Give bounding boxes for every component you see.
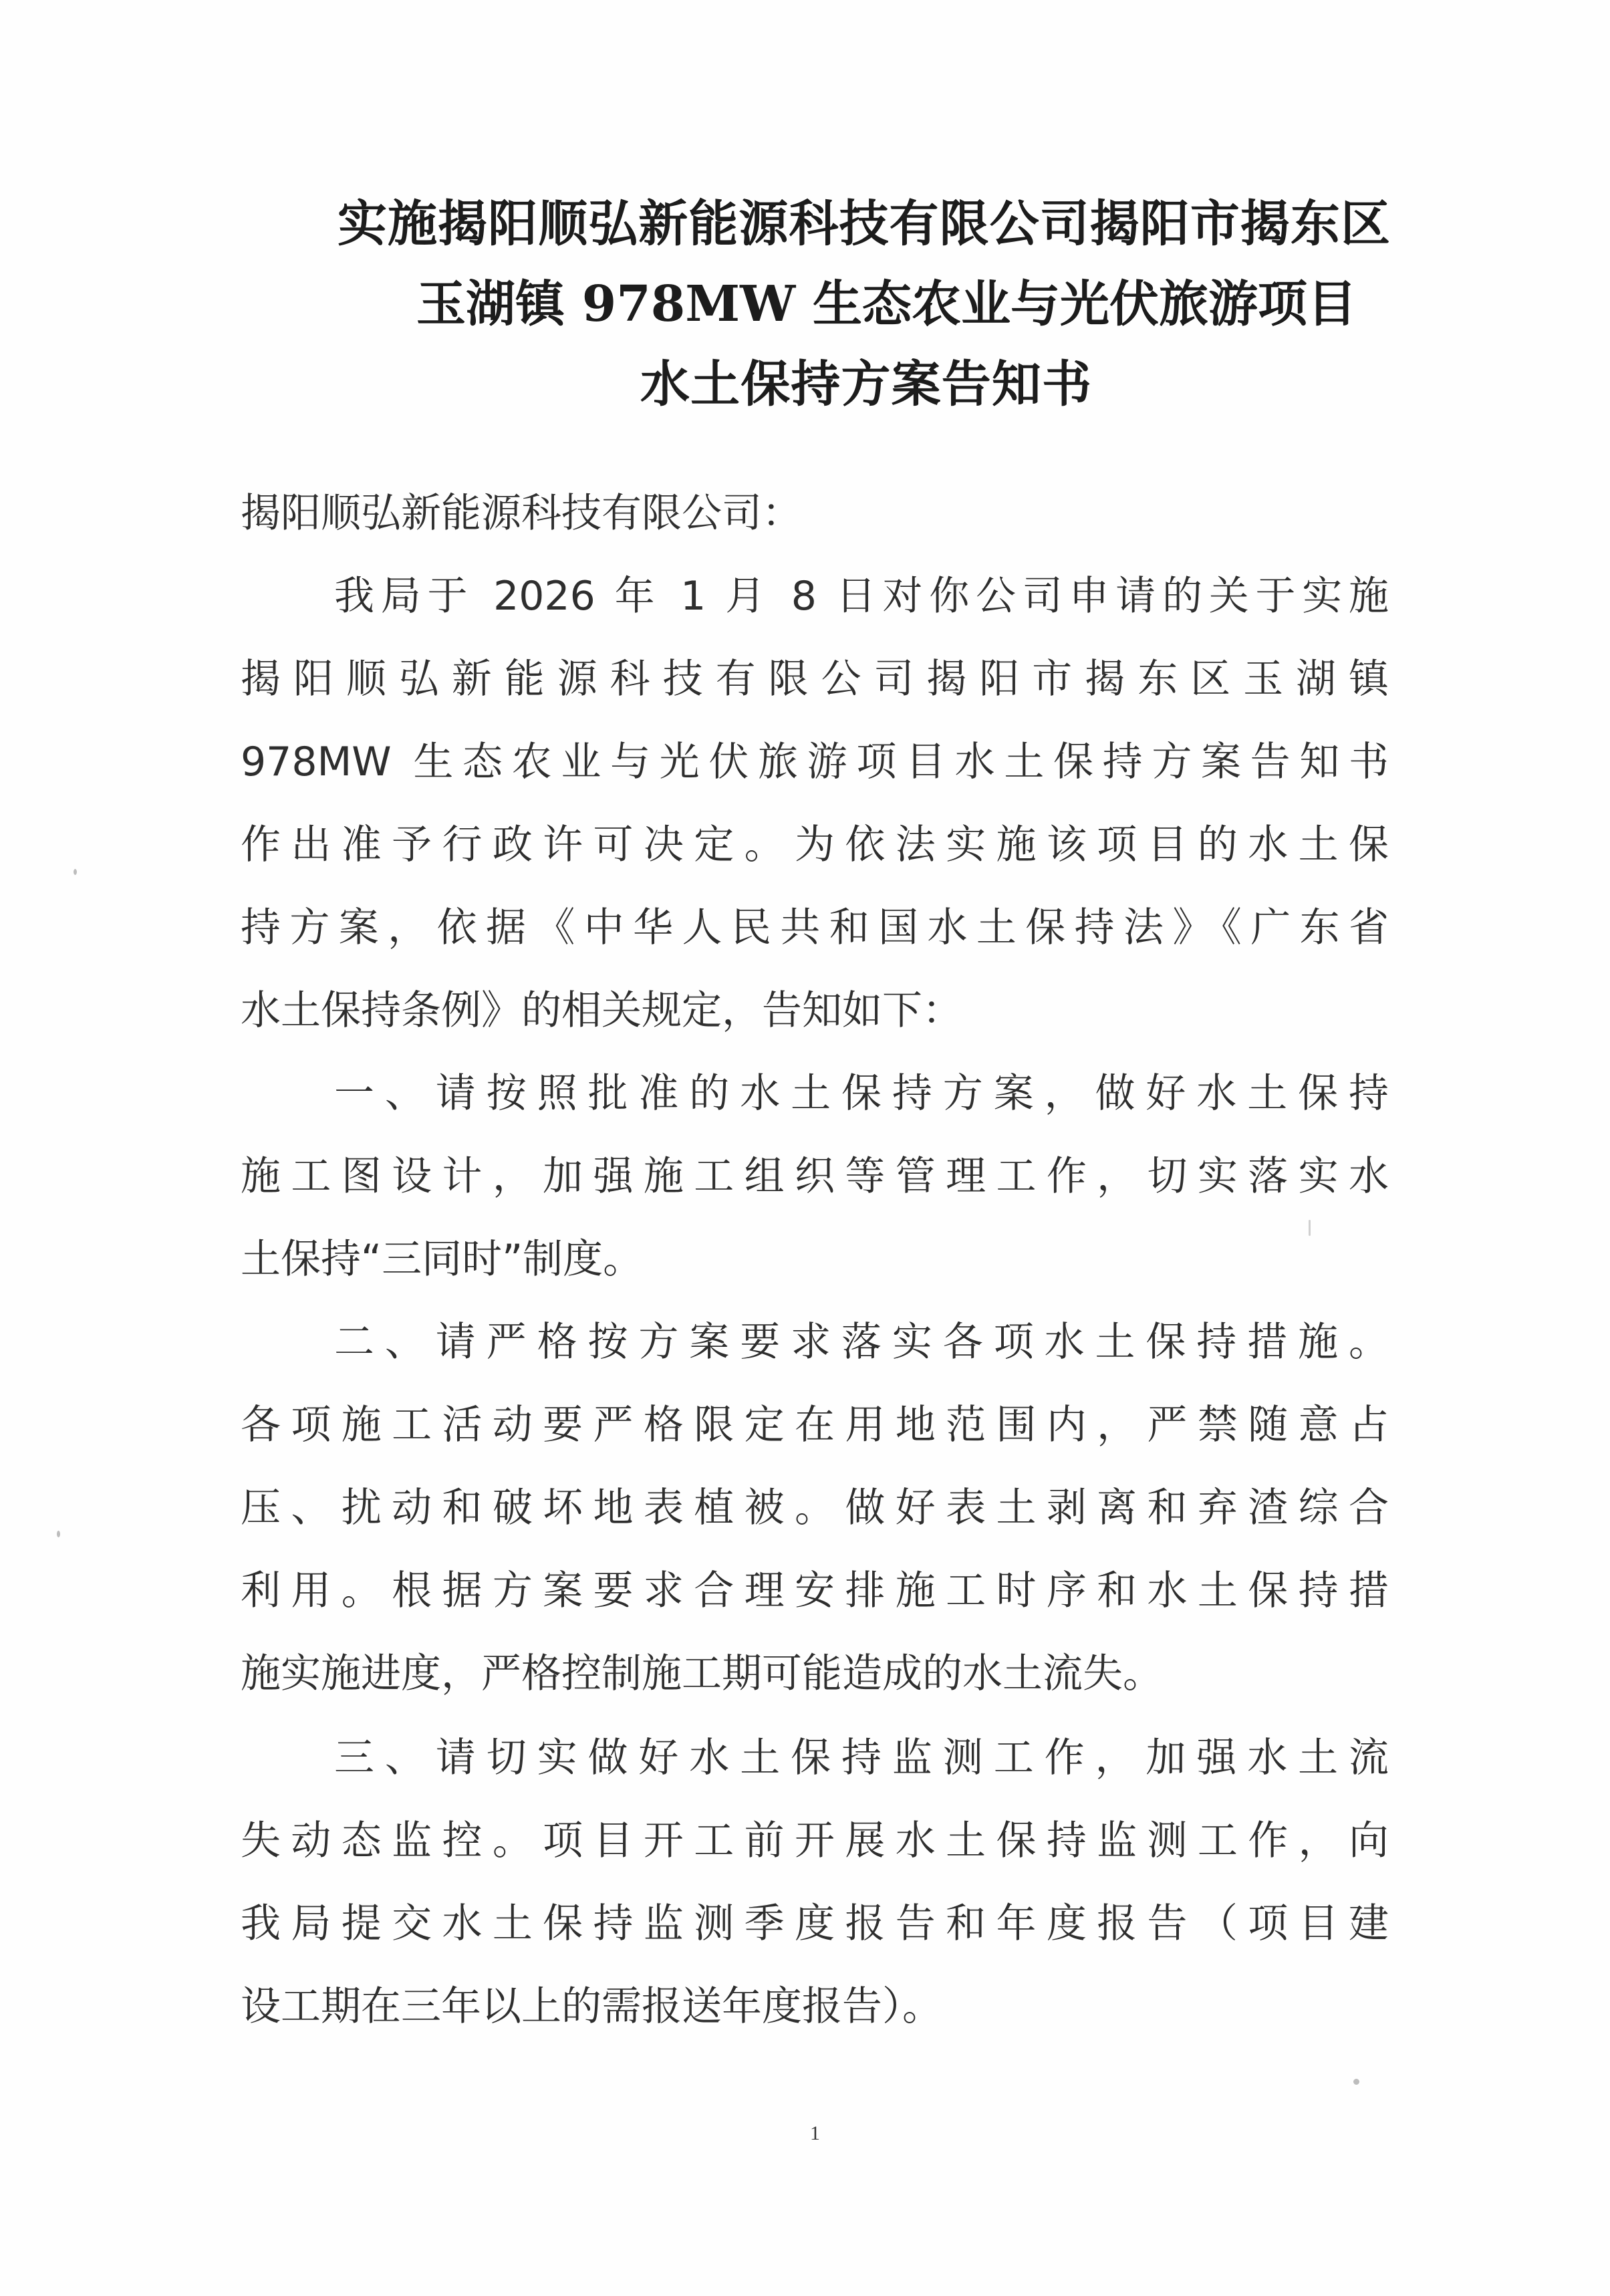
- title-line-3: 水土保持方案告知书: [640, 356, 1091, 413]
- page-number: 1: [810, 2122, 820, 2144]
- paragraph-line: 持方案，依据《中华人民共和国水土保持法》《广东省: [241, 904, 1389, 951]
- paragraph-line: 利用。根据方案要求合理安排施工时序和水土保持措: [241, 1567, 1389, 1614]
- paragraph-line: 二、请严格按方案要求落实各项水土保持措施。: [334, 1319, 1389, 1366]
- scan-speck: [1353, 2079, 1359, 2085]
- paragraph-line: 三、请切实做好水土保持监测工作，加强水土流: [334, 1735, 1389, 1781]
- paragraph-line: 978MW 生态农业与光伏旅游项目水土保持方案告知书: [241, 739, 1389, 785]
- paragraph-line: 土保持“三同时”制度。: [241, 1236, 644, 1283]
- paragraph-line: 各项施工活动要严格限定在用地范围内，严禁随意占: [241, 1402, 1389, 1448]
- scan-speck: [57, 1531, 60, 1537]
- scan-speck: [1309, 1220, 1311, 1236]
- paragraph-line: 我局于 2026 年 1 月 8 日对你公司申请的关于实施: [334, 573, 1389, 620]
- paragraph-line: 压、扰动和破坏地表植被。做好表土剥离和弃渣综合: [241, 1485, 1389, 1531]
- paragraph-line: 失动态监控。项目开工前开展水土保持监测工作，向: [241, 1817, 1389, 1864]
- paragraph-line: 一、请按照批准的水土保持方案，做好水土保持: [334, 1070, 1389, 1117]
- salutation: 揭阳顺弘新能源科技有限公司：: [241, 490, 802, 537]
- title-line-1: 实施揭阳顺弘新能源科技有限公司揭阳市揭东区: [338, 195, 1390, 253]
- paragraph-line: 施工图设计，加强施工组织等管理工作，切实落实水: [241, 1153, 1389, 1200]
- paragraph-line: 水土保持条例》的相关规定，告知如下：: [241, 987, 962, 1034]
- paragraph-line: 作出准予行政许可决定。为依法实施该项目的水土保: [241, 821, 1389, 868]
- paragraph-line: 揭阳顺弘新能源科技有限公司揭阳市揭东区玉湖镇: [241, 656, 1389, 703]
- scan-speck: [74, 869, 77, 875]
- paragraph-line: 施实施进度，严格控制施工期可能造成的水土流失。: [241, 1650, 1163, 1697]
- title-line-2: 玉湖镇 978MW 生态农业与光伏旅游项目: [416, 275, 1357, 333]
- paragraph-line: 我局提交水土保持监测季度报告和年度报告（项目建: [241, 1900, 1389, 1947]
- paragraph-line: 设工期在三年以上的需报送年度报告）。: [241, 1983, 942, 2030]
